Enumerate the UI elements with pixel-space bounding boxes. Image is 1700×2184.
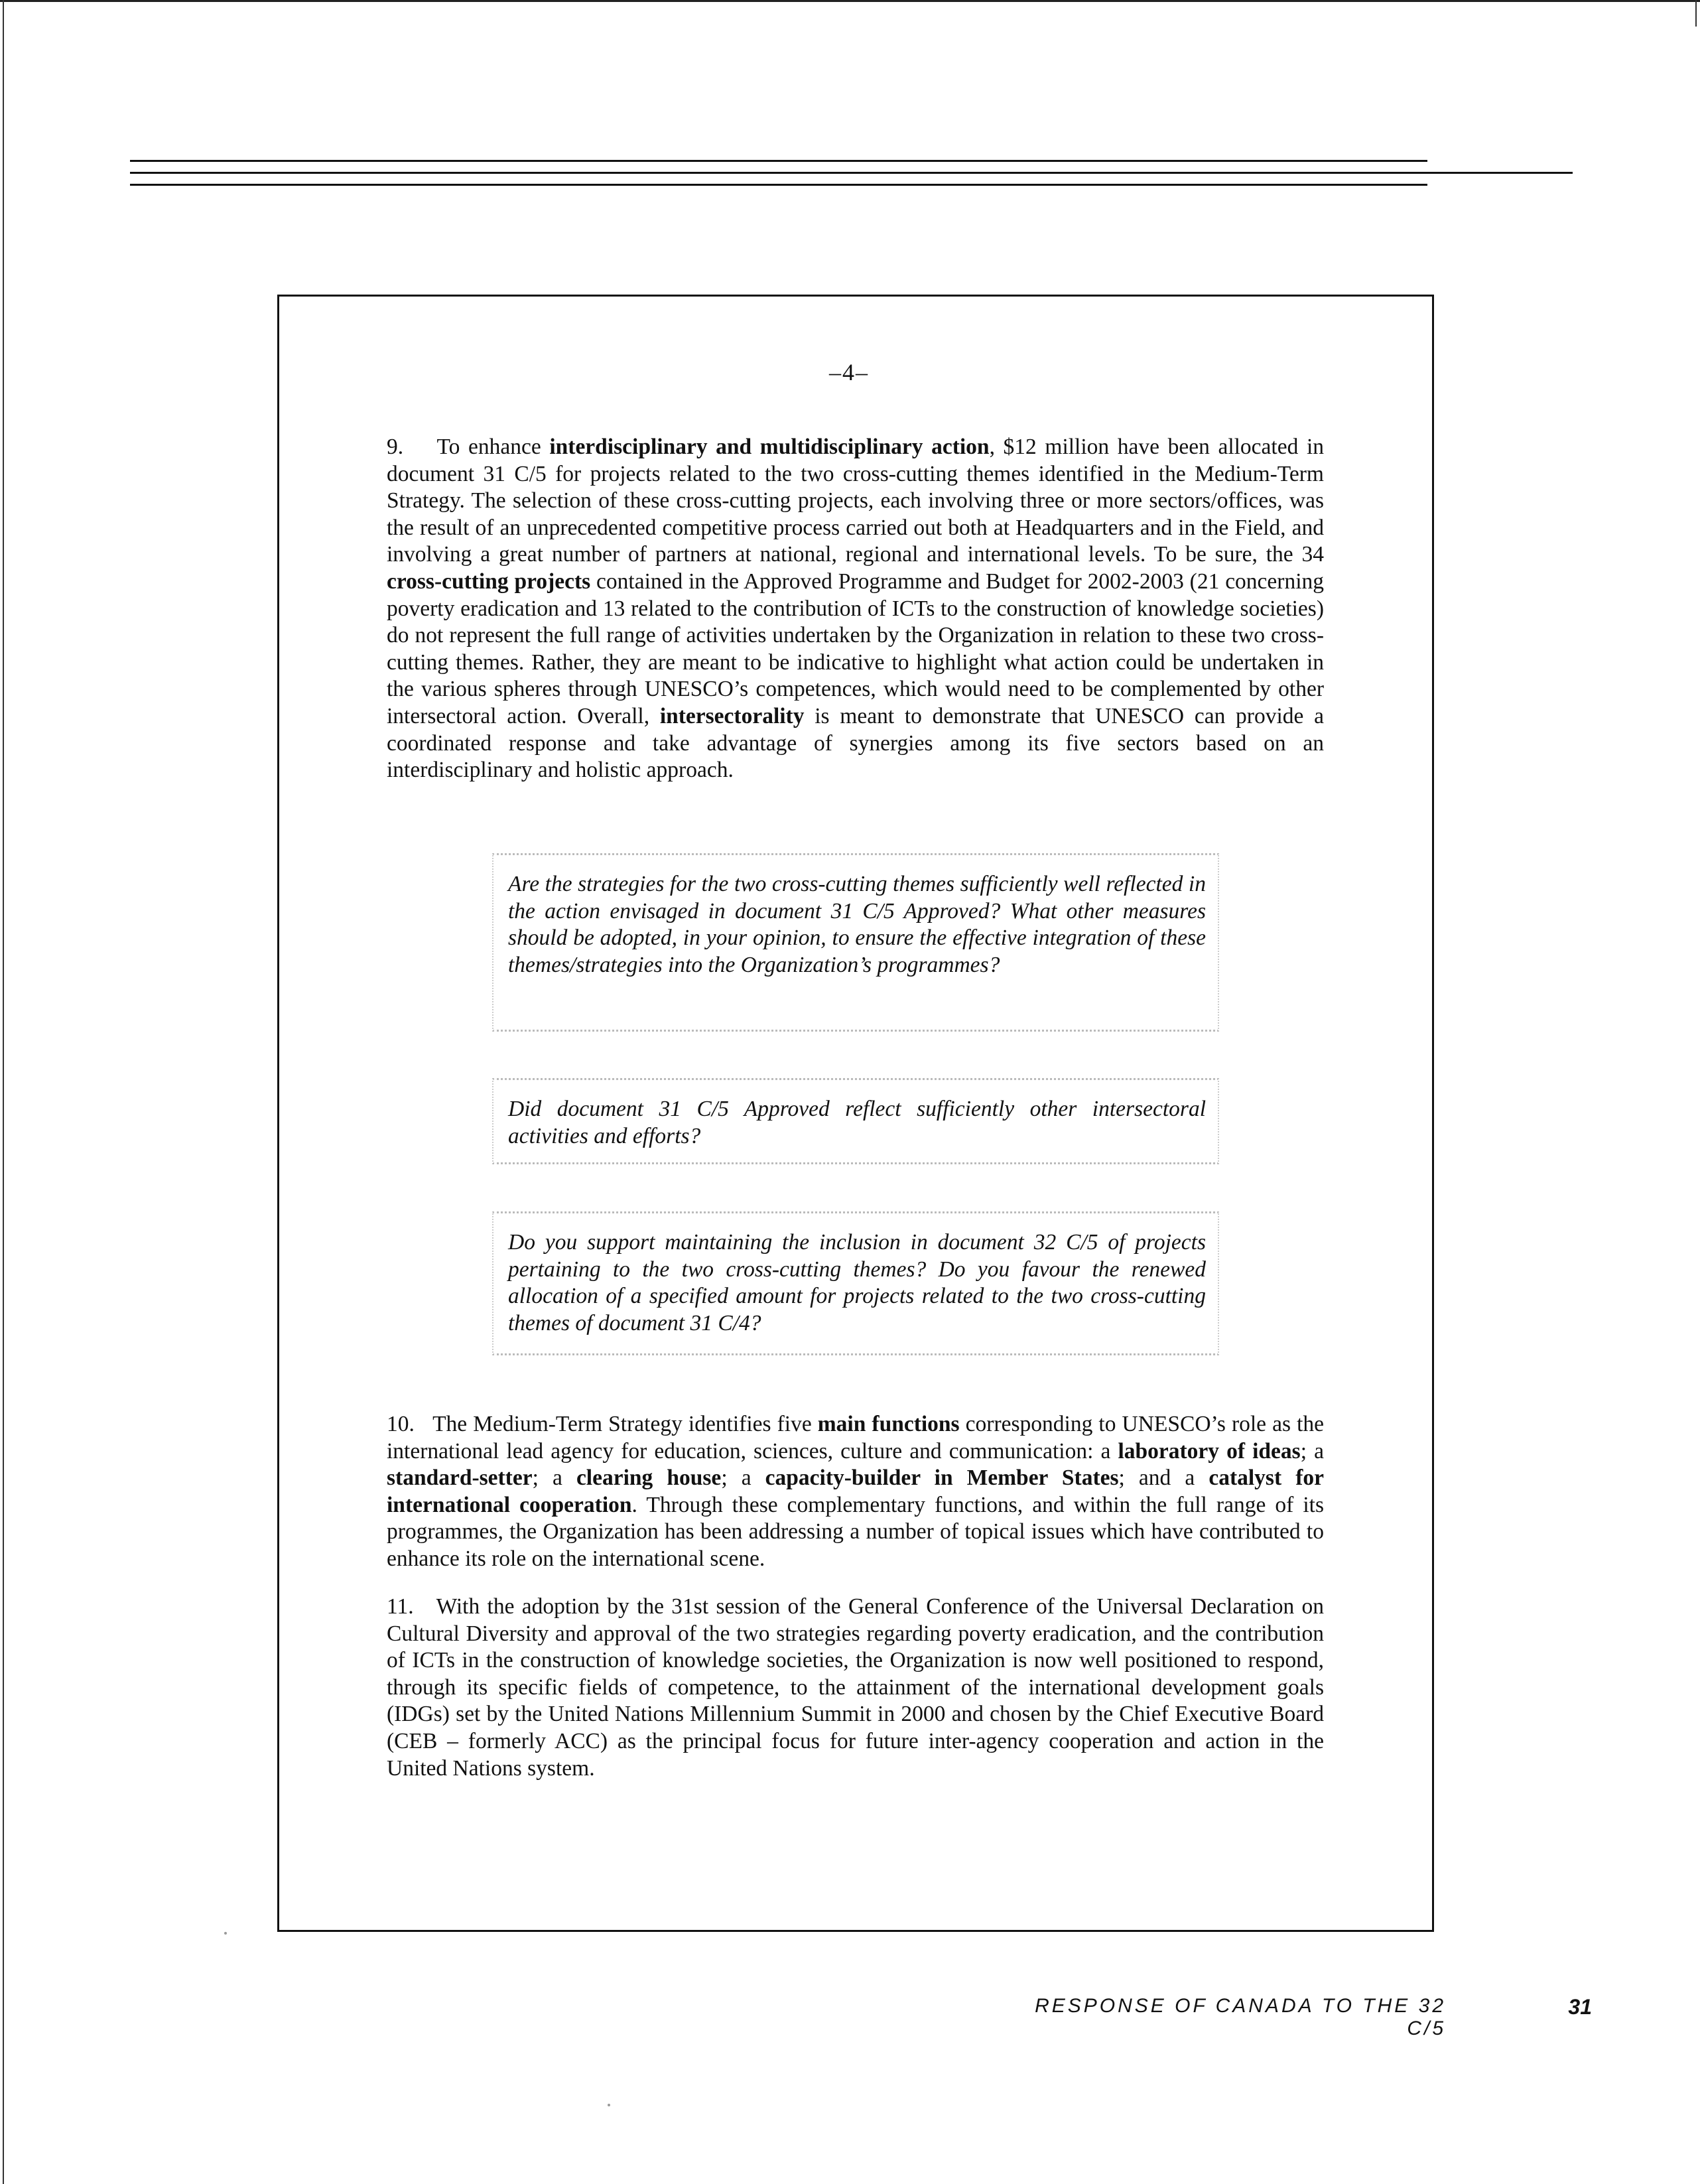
question-text: Do you support maintaining the inclusion in document 32 C/5 of projects pertaining to the two cross-cutting themes? Do you favour the renewed allocation of a specified amount for projects related to the two cross-cutting themes of document 31 C/4? — [508, 1230, 1206, 1335]
header-rule-2 — [130, 172, 1573, 174]
paragraph-text: . Through these complementary functions, and within the full range of its programmes, the Organization has been addressing a number of topical issues which have contributed to enhance its role on the international scene. — [387, 1492, 1324, 1571]
paragraph-text: ; a — [532, 1466, 576, 1491]
footer-document-title: RESPONSE OF CANADA TO THE 32 C/5 — [1035, 1995, 1446, 2039]
paragraph-10 — [387, 1411, 1324, 1573]
paragraph-number: 11. — [387, 1594, 414, 1619]
scan-speck — [224, 1932, 227, 1935]
paragraph-text: ; and a — [1118, 1466, 1209, 1491]
paragraph-text: The Medium-Term Strategy identifies five — [432, 1412, 818, 1436]
bold-term: laboratory of ideas — [1118, 1438, 1301, 1464]
scan-left-border — [3, 0, 4, 2184]
scan-speck — [608, 2104, 610, 2106]
bold-term: interdisciplinary and multidisciplinary action — [549, 435, 990, 459]
question-text: Did document 31 C/5 Approved reflect sufficiently other intersectoral activities and efforts? — [508, 1097, 1206, 1148]
footer-page-number: 31 — [1568, 1995, 1592, 2019]
paragraph-text: corresponding to UNESCO’s role as the international lead agency for education, sciences, culture and communication: a — [387, 1412, 1324, 1464]
page-number: –4– — [829, 359, 869, 385]
question-box-1 — [492, 853, 1219, 1032]
question-box-3 — [492, 1211, 1219, 1355]
paragraph-text: , $12 million have been allocated in document 31 C/5 for projects related to the two cross-cutting themes identified in the Medium-Term Strategy. The selection of these cross-cutting projects, each involving three or more sectors/offices, was the result of an unprecedented competitive process carried out both at Headquarters and in the Field, and involving a great number of partners at national, regional and international levels. To be sure, the 34 — [387, 435, 1325, 567]
paragraph-text: contained in the Approved Programme and Budget for 2002-2003 (21 concerning poverty eradication and 13 related to the contribution of ICTs to the construction of knowledge societies) do not represent the full range of activities undertaken by the Organization in relation to these two cross-cutting themes. Rather, they are meant to be indicative to highlight what action could be undertaken in the various spheres through UNESCO’s competences, which would need to be complemented by other intersectoral action. Overall, — [387, 569, 1325, 728]
bold-term: cross-cutting projects — [387, 569, 591, 594]
scan-top-border — [0, 0, 1700, 2]
bold-term: capacity-builder in Member States — [765, 1466, 1119, 1491]
question-box-2 — [492, 1078, 1219, 1164]
paragraph-9 — [387, 434, 1324, 784]
paragraph-number: 9. — [387, 435, 404, 459]
header-rule-3 — [130, 184, 1427, 186]
paragraph-text: ; a — [1300, 1438, 1324, 1464]
bold-term: standard-setter — [387, 1466, 533, 1491]
bold-term: intersectorality — [659, 703, 805, 728]
question-text: Are the strategies for the two cross-cutting themes sufficiently well reflected in the action envisaged in document 31 C/5 Approved? What other measures should be adopted, in your opinion, to ensure the effective integration of these themes/strategies into the Organization’s programmes? — [508, 872, 1206, 977]
paragraph-text: To enhance — [436, 435, 550, 459]
paragraph-11 — [387, 1594, 1324, 1782]
bold-term: catalyst for international cooperation — [387, 1466, 1324, 1517]
paragraph-number: 10. — [387, 1412, 415, 1436]
bold-term: main functions — [817, 1412, 960, 1436]
bold-term: clearing house — [576, 1466, 722, 1491]
scan-right-mark — [1695, 0, 1697, 27]
paragraph-text: is meant to demonstrate that UNESCO can provide a coordinated response and take advantage of synergies among its five sectors based on an interdisciplinary and holistic approach. — [387, 703, 1324, 783]
paragraph-text: ; a — [721, 1466, 765, 1491]
header-rule-1 — [130, 160, 1427, 162]
paragraph-text: With the adoption by the 31st session of the General Conference of the Universal Declaration on Cultural Diversity and approval of the two strategies regarding poverty eradication, and the contribution of ICTs in the construction of knowledge societies, the Organization is now well positioned to respond, through its specific fields of competence, to the attainment of the international development goals (IDGs) set by the United Nations Millennium Summit in 2000 and chosen by the Chief Executive Board (CEB – formerly ACC) as the principal focus for future inter-agency cooperation and action in the United Nations system. — [387, 1594, 1325, 1781]
